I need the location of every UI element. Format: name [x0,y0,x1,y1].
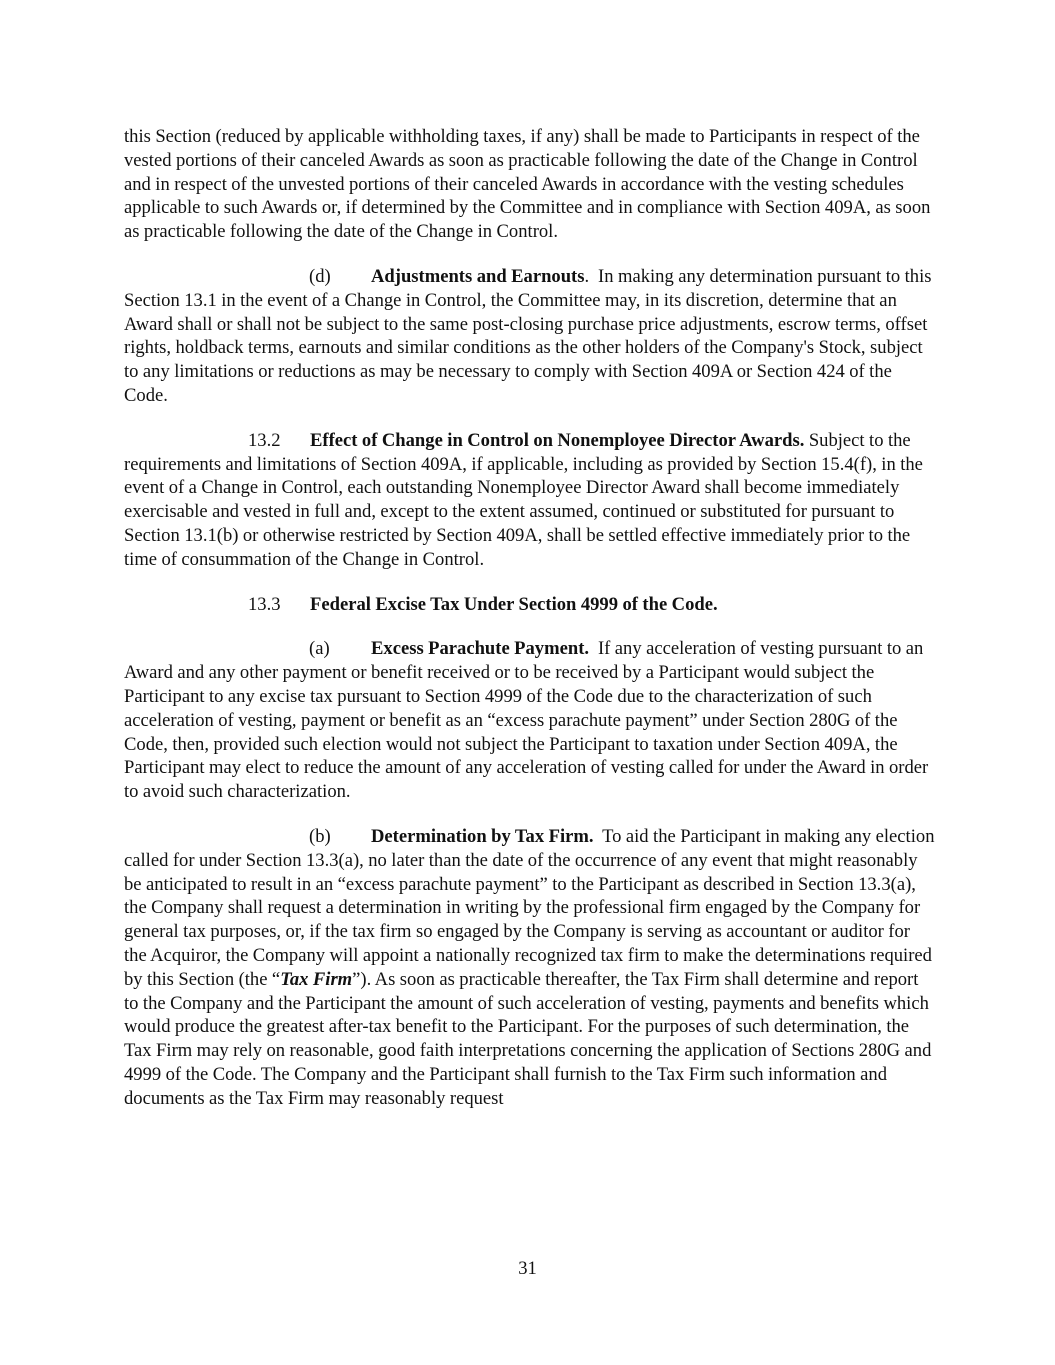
subsection-label: (d) [309,265,331,287]
paragraph-13-3-b [124,825,936,1111]
section-13-2 [124,429,936,572]
subsection-body: If any acceleration of vesting pursuant to an Award and any other payment or benefit received or to be received by a Participant would subject the Participant to any excise tax pursuant to Section 4999 of the Code due to the characterization of such acceleration of vesting, payment or benefit as an “excess parachute payment” under Section 280G of the Code, then, provided such election would not subject the Participant to taxation under Section 409A, the Participant may elect to reduce the amount of any acceleration of vesting called for under the Award in order to avoid such characterization. [124,638,929,803]
page-number: 31 [518,1258,537,1279]
subsection-body-continued: ”). As soon as practicable thereafter, the Tax Firm shall determine and report to the Company and the Participant the amount of such acceleration of vesting, payments and benefits which would produce the greatest after-tax benefit to the Participant. For the purposes of such determination, the Tax Firm may rely on reasonable, good faith interpretations concerning the application of Sections 280G and 4999 of the Code. The Company and the Participant shall furnish to the Tax Firm such information and documents as the Tax Firm may reasonably request [124,968,932,1109]
section-13-3-heading [124,593,936,617]
subsection-label: (b) [309,825,331,847]
section-number: 13.2 [248,429,281,451]
subsection-title-punct: . [584,265,590,287]
subsection-body: To aid the Participant in making any election called for under Section 13.3(a), no later than the date of the occurrence of any event that might reasonably be anticipated to result in an “excess parachute payment” to the Participant as described in Section 13.3(a), the Company shall request a determination in writing by the professional firm engaged by the Company for general tax purposes, or, if the tax firm so engaged by the Company is serving as accountant or auditor for the Acquiror, the Company will appoint a nationally recognized tax firm to make the determinations required by this Section (the “ [124,825,935,990]
subsection-label: (a) [309,638,330,660]
paragraph-13-3-a [124,637,936,804]
defined-term: Tax Firm [280,968,353,990]
paragraph-13-1-d [124,265,936,408]
section-number: 13.3 [248,593,281,615]
subsection-body: In making any determination pursuant to this Section 13.1 in the event of a Change in Control, the Committee may, in its discretion, determine that an Award shall or shall not be subject to the same post-closing purchase price adjustments, escrow terms, offset rights, holdback terms, earnouts and similar conditions as the other holders of the Company's Stock, subject to any limitations or reductions as may be necessary to comply with Section 409A or Section 424 of the Code. [124,265,932,406]
section-title: Federal Excise Tax Under Section 4999 of the Code. [310,593,718,615]
paragraph-continuation [124,125,936,244]
subsection-title: Determination by Tax Firm. [371,825,594,847]
document-page [124,125,936,1131]
paragraph-text: this Section (reduced by applicable withholding taxes, if any) shall be made to Participants in respect of the vested portions of their canceled Awards as soon as practicable following the date of the Change in Control and in respect of the unvested portions of their canceled Awards in accordance with the vesting schedules applicable to such Awards or, if determined by the Committee and in compliance with Section 409A, as soon as practicable following the date of the Change in Control. [124,126,931,243]
subsection-title: Adjustments and Earnouts [371,265,585,287]
subsection-title: Excess Parachute Payment. [371,638,590,660]
section-body: Subject to the requirements and limitations of Section 409A, if applicable, including as provided by Section 15.4(f), in the event of a Change in Control, each outstanding Nonemployee Director Award shall become immediately exercisable and vested in full and, except to the extent assumed, continued or substituted for pursuant to Section 13.1(b) or otherwise restricted by Section 409A, shall be settled effective immediately prior to the time of consummation of the Change in Control. [124,429,923,570]
section-title: Effect of Change in Control on Nonemployee Director Awards. [310,429,805,451]
